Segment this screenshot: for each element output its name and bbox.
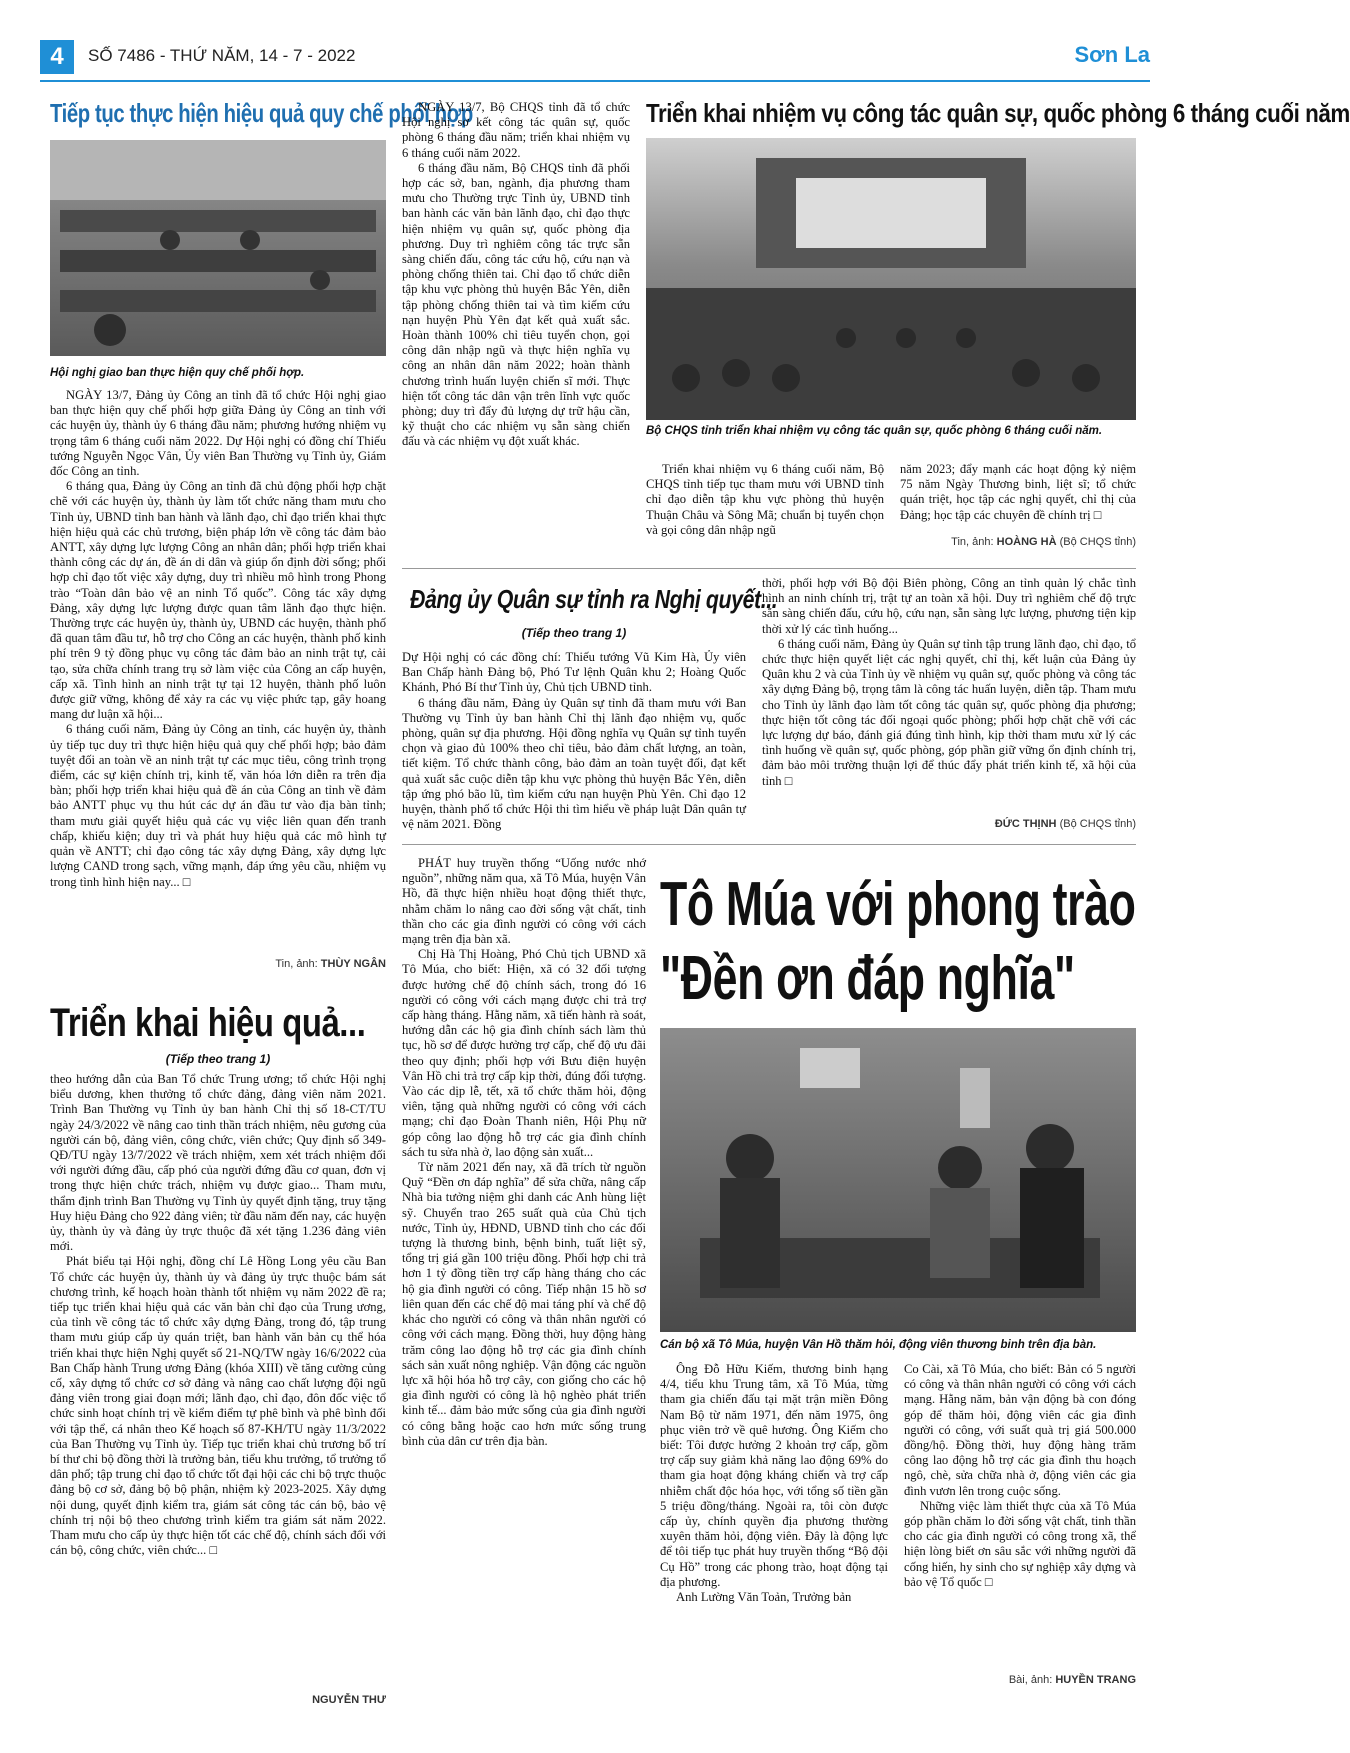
- article5-byline: [904, 1674, 1136, 1686]
- article4-paragraph: 6 tháng cuối năm, Đảng ủy Quân sự tỉnh tập trung lãnh đạo, chỉ đạo, tổ chức thực hiện quyết liệt các nghị quyết, chỉ thị, kết luận của Đảng ủy Quân khu 2 và của Tỉnh ủy về nhiệm vụ quân sự, quốc phòng và công tác xây dựng Đảng bộ, trọng tâm là công tác huấn luyện, diễn tập. Tham mưu cho Tỉnh ủy lãnh đạo làm tốt công tác quân sự, quốc phòng địa phương; thực hiện tốt công tác đối ngoại quốc phòng; phối hợp chặt chẽ với các lực lượng dự báo, đánh giá đúng tình hình, kịp thời tham mưu xử lý các tình huống về quân sự, quốc phòng, góp phần giữ vững ổn định chính trị, đảm bảo môi trường thuận lợi để thúc đẩy phát triển kinh tế, xã hội của tỉnh □: [762, 636, 1136, 788]
- article5-paragraph: PHÁT huy truyền thống “Uống nước nhớ nguồn”, những năm qua, xã Tô Múa, huyện Vân Hồ, đã thực hiện nhiều hoạt động thiết thực, nhằm chăm lo nâng cao đời sống vật chất, tinh thần cho các gia đình người có công với cách mạng trên địa bàn xã.: [402, 856, 646, 947]
- article1-photo: [50, 140, 386, 356]
- article3-caption: Bộ CHQS tỉnh triển khai nhiệm vụ công tác quân sự, quốc phòng 6 tháng cuối năm.: [646, 425, 1103, 437]
- article2-continued: (Tiếp theo trang 1): [165, 1052, 271, 1066]
- article1-paragraph: NGÀY 13/7, Đảng ủy Công an tỉnh đã tổ chức Hội nghị giao ban thực hiện quy chế phối hợp giữa Đảng ủy Công an tỉnh với các huyện ủy, thành ủy 6 tháng đầu năm; phương hướng nhiệm vụ trọng tâm 6 tháng cuối năm 2022. Dự Hội nghị có đồng chí Thiếu tướng Nguyễn Ngọc Vân, Ủy viên Ban Thường vụ Tỉnh ủy, Giám đốc Công an tỉnh.: [50, 388, 386, 479]
- article4-col1: [402, 650, 746, 834]
- article4-title: Đảng ủy Quân sự tỉnh ra Nghị quyết...: [410, 584, 778, 614]
- article3-paragraph: NGÀY 13/7, Bộ CHQS tỉnh đã tổ chức Hội nghị sơ kết công tác quân sự, quốc phòng 6 tháng đầu năm; triển khai nhiệm vụ 6 tháng cuối năm 2022.: [402, 100, 630, 160]
- article4-paragraph: 6 tháng đầu năm, Đảng ủy Quân sự tỉnh đã tham mưu với Ban Thường vụ Tỉnh ủy ban hành Chỉ thị lãnh đạo nhiệm vụ, quốc phòng, quân sự địa phương. Hội đồng nghĩa vụ Quân sự tỉnh tuyển chọn và giao đủ 100% theo chỉ tiêu, bảo đảm chất lượng, an toàn, tiết kiệm. Tổ chức thành công, bảo đảm an toàn tuyệt đối, đạt kết quả xuất sắc cuộc diễn tập khu vực phòng thủ huyện Bắc Yên, diễn tập ứng phó bão lũ, tìm kiếm cứu nạn huyện Phù Yên. Chỉ đạo 12 huyện, thành phố tổ chức Hội thi tìm hiểu về pháp luật Dân quân tự vệ năm 2021. Đồng: [402, 695, 746, 832]
- article1-body: [50, 388, 386, 950]
- article4-col2: [762, 576, 1136, 816]
- article5-title-line1: Tô Múa với phong trào: [660, 870, 1136, 939]
- byline-prefix: Tin, ảnh:: [951, 536, 994, 548]
- article3-byline: [900, 536, 1136, 548]
- article5-paragraph: Anh Lường Văn Toản, Trưởng bản: [676, 1590, 852, 1605]
- article1-paragraph: 6 tháng cuối năm, Đảng ủy Công an tỉnh, các huyện ủy, thành ủy tiếp tục duy trì thực hiện hiệu quả quy chế phối hợp; bảo đảm tuyệt đối an toàn về an ninh trật tự các mục tiêu, công trình trọng điểm, các sự kiện chính trị, kinh tế, văn hóa lớn diễn ra trên địa bàn; phối hợp triển khai hiệu quả đề án của Công an tỉnh về đảm bảo ANTT phục vụ thu hút các dự án đầu tư vào địa bàn tỉnh; tham mưu giải quyết hiệu quả các vụ việc liên quan đến tranh chấp, khiếu kiện; duy trì và phát huy hiệu quả các mô hình tự quản về ANTT; chỉ đạo công tác xây dựng Đảng, xây dựng lực lượng CAND trong sạch, vững mạnh, đáp ứng yêu cầu, nhiệm vụ trong tình hình hiện nay... □: [50, 722, 386, 889]
- article5-caption: Cán bộ xã Tô Múa, huyện Vân Hồ thăm hỏi, động viên thương binh trên địa bàn.: [660, 1339, 1097, 1351]
- article3-title: Triển khai nhiệm vụ công tác quân sự, quốc phòng 6 tháng cuối năm: [646, 98, 1350, 128]
- article5-paragraph: Chị Hà Thị Hoàng, Phó Chủ tịch UBND xã Tô Múa, cho biết: Hiện, xã có 32 đối tượng được hưởng chế độ chính sách, trong đó 16 người có công với cách mạng được chi trả trợ cấp hàng tháng. Hằng năm, xã tiến hành rà soát, hướng dẫn các hộ gia đình chính sách làm thủ tục, hồ sơ để được hưởng trợ cấp, chế độ ưu đãi theo quy định; phối hợp với Bưu điện huyện Vân Hồ chi trả trợ cấp kịp thời, đúng đối tượng. Vào các dịp lễ, tết, xã tổ chức thăm hỏi, động viên, tặng quà những người có công với cách mạng; chỉ đạo Đoàn Thanh niên, Hội Phụ nữ góp công lao động hỗ trợ các gia đình chính sách tu sửa nhà ở, lao động sản xuất...: [402, 947, 646, 1159]
- article3-photo: [646, 138, 1136, 420]
- article1-byline: [50, 958, 386, 970]
- article5-title-line2: "Đền ơn đáp nghĩa": [660, 944, 1075, 1013]
- article5-photo: [660, 1028, 1136, 1332]
- article5-paragraph: Những việc làm thiết thực của xã Tô Múa góp phần chăm lo đời sống vật chất, tinh thần cho các gia đình người có công trong xã, thể hiện lòng biết ơn sâu sắc với những người đã cống hiến, hy sinh cho sự nghiệp xây dựng và bảo vệ Tổ quốc □: [904, 1498, 1136, 1589]
- article5-col3: [904, 1362, 1136, 1668]
- article3-col1: [402, 100, 630, 562]
- byline-suffix: (Bộ CHQS tỉnh): [1059, 536, 1136, 548]
- article3-col3: [900, 462, 1136, 532]
- article5-paragraph: Ông Đỗ Hữu Kiếm, thương binh hạng 4/4, tiểu khu Trung tâm, xã Tô Múa, từng tham gia chiến đấu tại mặt trận miền Đông Nam Bộ từ năm 1971, đến năm 1975, ông phục viên trở về quê hương. Ông Kiếm cho biết: Tôi được hưởng 2 khoản trợ cấp, gồm trợ cấp suy giảm khả năng lao động 69% do tham gia hoạt động kháng chiến và trợ cấp nhiễm chất độc hóa học, với tổng số tiền gần 5 triệu đồng/tháng. Ngoài ra, tôi còn được cấp ủy, chính quyền địa phương thường xuyên thăm hỏi, động viên. Đây là động lực để tôi tiếp tục phát huy truyền thống “Bộ đội Cụ Hồ” trong các phong trào, hoạt động tại địa phương.: [660, 1362, 888, 1589]
- byline-prefix: Bài, ảnh:: [1008, 1674, 1053, 1686]
- article3-paragraph: Triển khai nhiệm vụ 6 tháng cuối năm, Bộ CHQS tỉnh tiếp tục tham mưu với UBND tỉnh chỉ đạo diễn tập khu vực phòng thủ huyện Thuận Châu và Sông Mã; chuẩn bị tuyển chọn và gọi công dân nhập ngũ: [646, 462, 884, 537]
- article4-continued: (Tiếp theo trang 1): [521, 626, 627, 640]
- byline-name: ĐỨC THỊNH: [994, 818, 1057, 830]
- article1-caption: Hội nghị giao ban thực hiện quy chế phối hợp.: [50, 367, 305, 379]
- byline-name: HUYỀN TRANG: [1055, 1674, 1136, 1686]
- header-rule: [40, 80, 1150, 82]
- article3-paragraph: năm 2023; đẩy mạnh các hoạt động kỷ niệm 75 năm Ngày Thương binh, liệt sĩ; tổ chức quán triệt, học tập các nghị quyết, chỉ thị của Đảng; học tập các chuyên đề chính trị □: [900, 462, 1136, 522]
- hall-photo-icon: [646, 138, 1136, 420]
- article4-paragraph: Dự Hội nghị có các đồng chí: Thiếu tướng Vũ Kim Hà, Ủy viên Ban Chấp hành Đảng bộ, Phó Tư lệnh Quân khu 2; Hoàng Quốc Khánh, Phó Bí thư Tỉnh ủy, Chủ tịch UBND tỉnh.: [402, 650, 746, 695]
- article2-title: Triển khai hiệu quả...: [50, 1001, 366, 1045]
- article5-col1: [402, 856, 646, 1704]
- article5-rule: [402, 844, 1136, 845]
- article1-title: Tiếp tục thực hiện hiệu quả quy chế phối hợp: [50, 98, 473, 128]
- article5-paragraph: Co Cài, xã Tô Múa, cho biết: Bản có 5 người có công và thân nhân người có công với cách mạng. Hằng năm, bản vận động bà con đóng góp để thăm hỏi, động viên các gia đình người có công, với suất quà trị giá 500.000 đồng/hộ. Đồng thời, huy động hàng trăm công lao động hỗ trợ các gia đình thu hoạch ngô, chè, sửa chữa nhà ở, động viên các gia đình vươn lên trong cuộc sống.: [904, 1362, 1136, 1498]
- article5-paragraph: Từ năm 2021 đến nay, xã đã trích từ nguồn Quỹ “Đền ơn đáp nghĩa” để sửa chữa, nâng cấp Nhà bia tưởng niệm ghi danh các Anh hùng liệt sỹ. Chuyển trao 265 suất quà của Chủ tịch nước, Tỉnh ủy, HĐND, UBND tỉnh cho các đối tượng là thương binh, bệnh binh, tuất liệt sỹ, tổng trị giá gần 100 triệu đồng. Phối hợp chi trả hơn 1 tỷ đồng tiền trợ cấp hàng tháng cho các hộ gia đình người có công. Tiếp nhận 15 hồ sơ liên quan đến các chế độ mai táng phí và chế độ khác cho người có công và thân nhân người có công với cách mạng. Đồng thời, huy động hàng trăm công lao động hỗ trợ các gia đình chính sách sản xuất nông nghiệp. Vận động các nguồn lực xã hội hóa hỗ trợ cây, con giống cho các hộ gia đình người có công là hộ nghèo phát triển kinh tế... đảm bảo mức sống của gia đình người có công bằng hoặc cao hơn mức sống trung bình của dân cư trên địa bàn.: [402, 1160, 646, 1448]
- section-brand: Sơn La: [1074, 42, 1150, 67]
- byline-name: NGUYỄN THƯ: [312, 1694, 386, 1706]
- byline-name: THÙY NGÂN: [320, 958, 386, 970]
- article4-paragraph: thời, phối hợp với Bộ đội Biên phòng, Công an tỉnh quản lý chắc tình hình an ninh chính trị, trật tự an toàn xã hội. Duy trì nghiêm chế độ trực sẵn sàng chiến đấu, cứu hộ, cứu nạn, sẵn sàng lực lượng, phương tiện kịp thời xử lý các tình huống...: [762, 576, 1136, 636]
- article2-paragraph: Phát biểu tại Hội nghị, đồng chí Lê Hồng Long yêu cầu Ban Tổ chức các huyện ủy, thành ủy và đảng ủy trực thuộc bám sát chương trình, kế hoạch hoàn thành tốt nhiệm vụ năm 2022 đề ra; tiếp tục triển khai hiệu quả các văn bản chỉ đạo của Trung ương, của tỉnh về công tác tổ chức xây dựng Đảng, trong đó, tập trung tham mưu giúp cấp ủy quán triệt, ban hành văn bản cụ thể hóa triển khai thực hiện Nghị quyết số 21-NQ/TW ngày 16/6/2022 của Ban Chấp hành Trung ương Đảng (khóa XIII) về tăng cường củng cố, xây dựng tổ chức cơ sở đảng và nâng cao chất lượng đội ngũ đảng viên trong giai đoạn mới; lãnh đạo, chỉ đạo, đôn đốc việc tổ chức sinh hoạt chính trị về kiểm điểm tự phê bình và phê bình đối với tập thể, cá nhân theo Kế hoạch số 87-KH/TU ngày 11/3/2022 của Ban Thường vụ Tỉnh ủy. Tiếp tục triển khai chủ trương bố trí bí thư chi bộ đồng thời là trưởng bản, tiểu khu trưởng, tổ trưởng tổ dân phố; tập trung chỉ đạo tổ chức tốt đại hội các chi bộ trực thuộc đảng bộ cơ sở, đảng bộ bộ phận, nhiệm kỳ 2023-2025. Xây dựng nội dung, quyết định kiểm tra, giám sát công tác cán bộ, bảo vệ chính trị nội bộ theo chương trình kiểm tra giám sát năm 2022. Tham mưu cho cấp ủy thực hiện tốt các chế độ, chính sách đối với cán bộ, công chức, viên chức... □: [50, 1254, 386, 1558]
- article2-body: [50, 1072, 386, 1692]
- article5-col2: [660, 1362, 888, 1704]
- article3-paragraph: 6 tháng đầu năm, Bộ CHQS tỉnh đã phối hợp các sở, ban, ngành, địa phương tham mưu cho Thường trực Tỉnh ủy, UBND tỉnh ban hành các văn bản lãnh đạo, chỉ đạo thực hiện nhiệm vụ quân sự, quốc phòng địa phương. Duy trì nghiêm công tác trực sẵn sàng chiến đấu, công tác cứu hộ, cứu nạn và phòng chống thiên tai. Chỉ đạo tổ chức diễn tập khu vực phòng thủ huyện Bắc Yên, diễn tập phòng chống thiên tai và tìm kiếm cứu nạn huyện Phù Yên đạt kết quả xuất sắc. Hoàn thành 100% chỉ tiêu tuyển chọn, gọi công dân nhập ngũ và thực hiện nghĩa vụ công an nhân dân năm 2022; hoàn thành chương trình huấn luyện chiến sĩ mới. Thực hiện tốt công tác dân vận trên lĩnh vực quốc phòng; duy trì đẩy đủ lượng dự trữ hậu cần, kỹ thuật cho các nhiệm vụ sẵn sàng chiến đấu và các nhiệm vụ đột xuất khác.: [402, 160, 630, 449]
- article4-rule: [402, 568, 1136, 569]
- byline-name: HOÀNG HÀ: [996, 536, 1057, 548]
- issue-info: SỐ 7486 - THỨ NĂM, 14 - 7 - 2022: [88, 46, 356, 65]
- article2-byline: [50, 1694, 386, 1706]
- page-header: [40, 40, 1150, 74]
- article3-col2: [646, 462, 884, 552]
- meeting-photo-icon: [50, 140, 386, 356]
- page-number: 4: [40, 40, 74, 74]
- byline-suffix: (Bộ CHQS tỉnh): [1059, 818, 1136, 830]
- byline-prefix: Tin, ảnh:: [275, 958, 318, 970]
- article2-paragraph: theo hướng dẫn của Ban Tổ chức Trung ương; tổ chức Hội nghị biểu dương, khen thưởng tổ chức đảng, đảng viên năm 2021. Trình Ban Thường vụ Tỉnh ủy ban hành Chỉ thị số 18-CT/TU ngày 24/3/2022 về nâng cao tinh thần trách nhiệm, nêu gương của người cán bộ, đảng viên, công chức, viên chức; Quy định số 349-QĐ/TU ngày 13/7/2022 về trách nhiệm, xem xét trách nhiệm đối với người đứng đầu, cấp phó của người đứng đầu cơ quan, đơn vị trong thực hiện chức trách, nhiệm vụ được giao... Tham mưu, thẩm định trình Ban Thường vụ Tỉnh ủy quyết định tặng, truy tặng Huy hiệu Đảng cho 922 đảng viên; từ đầu năm đến nay, các huyện ủy, thành ủy và đảng ủy trực thuộc đã xét tặng 1.236 đảng viên mới.: [50, 1072, 386, 1254]
- visit-photo-icon: [660, 1028, 1136, 1332]
- article1-paragraph: 6 tháng qua, Đảng ủy Công an tỉnh đã chủ động phối hợp chặt chẽ với các huyện ủy, thành ủy làm tốt chức năng tham mưu cho Tỉnh ủy, UBND tỉnh ban hành và lãnh đạo, chỉ đạo triển khai thực hiện hiệu quả các chủ trương, biện pháp lớn về công tác đảm bảo ANTT, xây dựng lực lượng Công an nhân dân; phối hợp triển khai thành công các dự án, đề án di dân và giúp ổn định đời sống; phối hợp chỉ đạo tốt việc xây dựng, duy trì nhiều mô hình trong Phong trào “Toàn dân bảo vệ an ninh Tổ quốc”. Công tác xây dựng Đảng, xây dựng lực lượng được quan tâm lãnh đạo thực hiện. Thường trực các huyện ủy, thành ủy, UBND các huyện, thành phố đã quan tâm đầu tư, hỗ trợ cho Công an các huyện, thành phố kinh phí trên 9 tỷ đồng phục vụ công tác đảm bảo an ninh trật tự, cải tạo, sửa chữa chính trang trụ sở làm việc của Công an cấp huyện, cấp xã. Tình hình an ninh trật tự tại 12 huyện, thành phố luôn được giữ vững, không để xảy ra các vụ việc phức tạp, gây hoang mang dư luận xã hội...: [50, 479, 386, 722]
- article4-byline: [762, 818, 1136, 830]
